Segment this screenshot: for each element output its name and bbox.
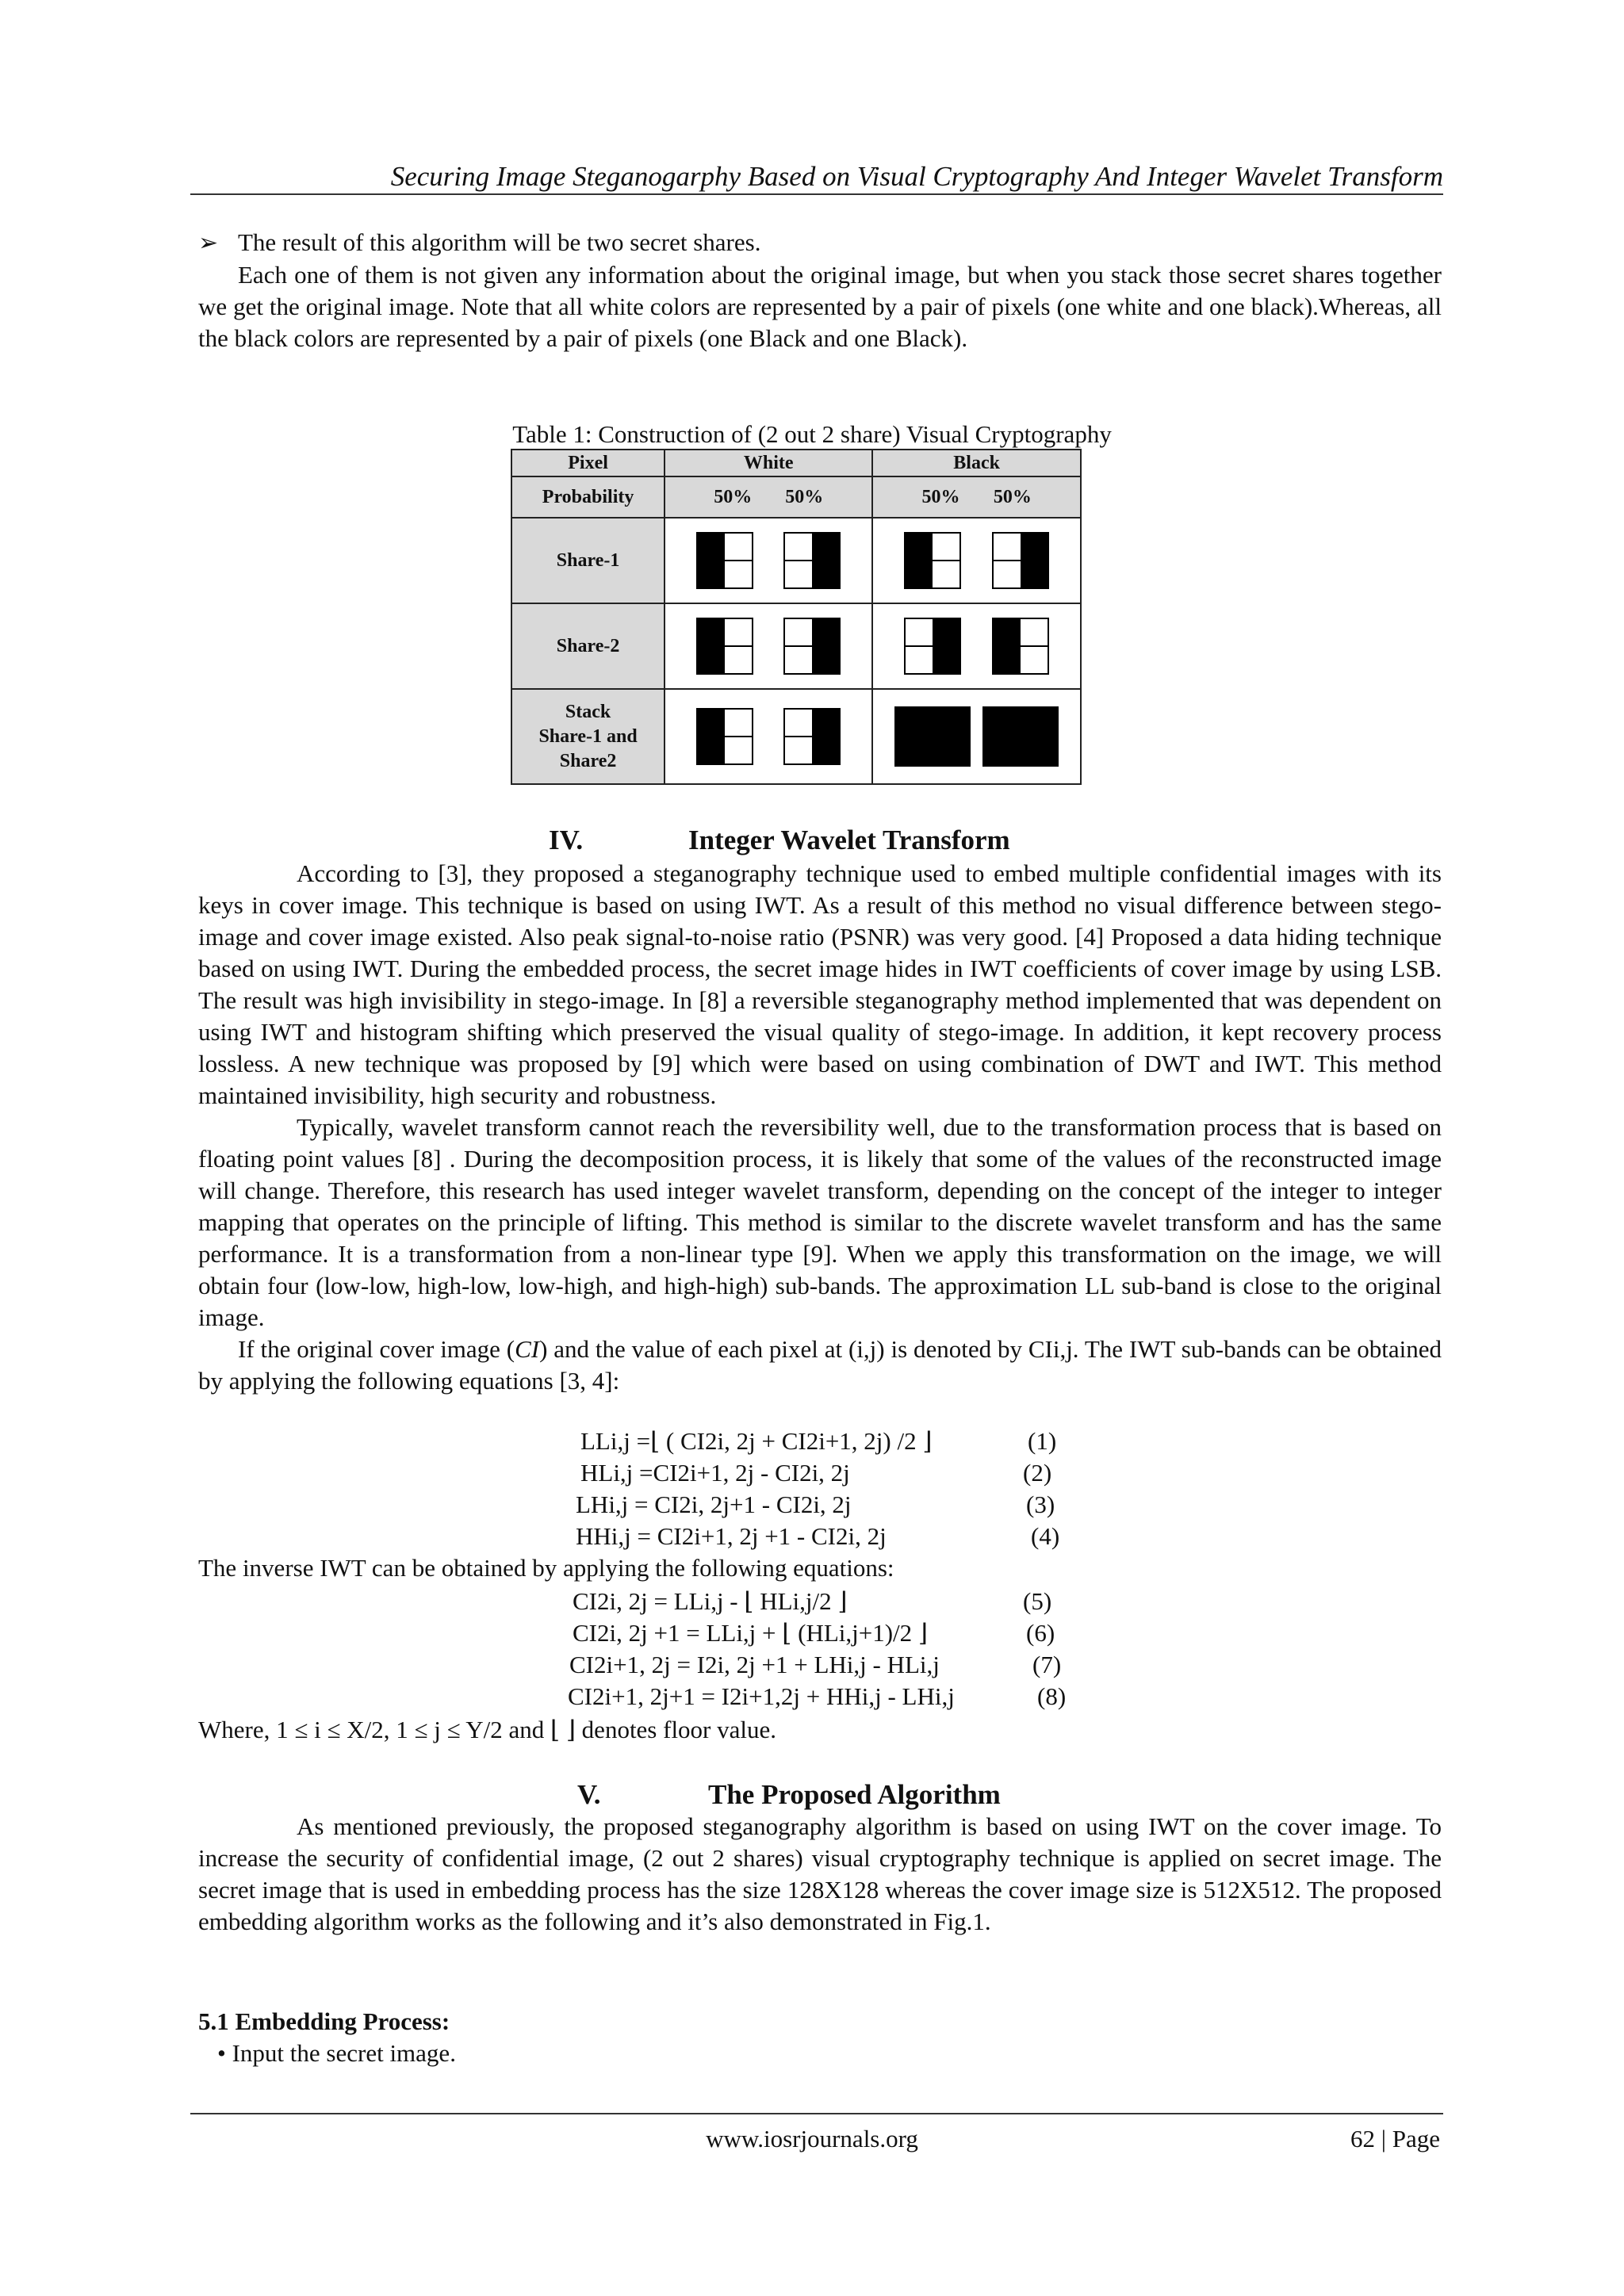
share-pattern-left-black bbox=[696, 618, 753, 675]
share-pattern-left-black bbox=[992, 618, 1049, 675]
solid-black-pattern bbox=[894, 706, 971, 767]
stack-black-patterns bbox=[872, 689, 1081, 784]
dot-bullet-icon: • bbox=[217, 2039, 226, 2067]
share2-white-patterns bbox=[665, 603, 872, 689]
list-item-text: Input the secret image. bbox=[232, 2039, 456, 2067]
section5-body bbox=[198, 1811, 1442, 1938]
share1-white-patterns bbox=[665, 518, 872, 603]
share-pattern-left-black bbox=[696, 708, 753, 765]
intro-block bbox=[198, 227, 1442, 354]
share-pattern-left-black bbox=[904, 532, 961, 589]
stack-label-line: Share2 bbox=[559, 750, 617, 771]
text-run: ) and the value of each pixel at (i,j) is denoted by CIi,j. The IWT sub-bands can be obtained by applying the following equations [3, 4]: bbox=[198, 1335, 1442, 1395]
probability-label: Probability bbox=[511, 476, 665, 518]
header-pixel: Pixel bbox=[511, 450, 665, 476]
section-number: V. bbox=[577, 1779, 601, 1810]
section-number: IV. bbox=[549, 825, 584, 855]
inverse-intro: The inverse IWT can be obtained by applying the following equations: bbox=[198, 1554, 894, 1582]
white-probabilities bbox=[665, 476, 872, 518]
equation-number: (8) bbox=[1037, 1682, 1067, 1710]
equation-number: (5) bbox=[1023, 1587, 1052, 1615]
equation: CI2i+1, 2j = I2i, 2j +1 + LHi,j - HLi,j bbox=[569, 1651, 940, 1678]
equation-number: (4) bbox=[1031, 1522, 1060, 1550]
header-black: Black bbox=[872, 450, 1081, 476]
equation-number: (7) bbox=[1032, 1651, 1062, 1678]
subsection-heading: 5.1 Embedding Process: bbox=[198, 2007, 450, 2035]
share-pattern-left-black bbox=[696, 532, 753, 589]
body-paragraph: As mentioned previously, the proposed steganography algorithm is based on using IWT on the cover image. To increase the security of confidential image, (2 out 2 shares) visual cryptography technique is applied on secret image. The secret image that is used in embedding process has the size 128X128 whereas the cover image size is 512X512. The proposed embedding algorithm works as the following and it’s also demonstrated in Fig.1. bbox=[198, 1812, 1442, 1935]
probability-value: 50% bbox=[785, 486, 824, 507]
probability-value: 50% bbox=[714, 486, 753, 507]
italic-text: CI bbox=[515, 1335, 540, 1363]
solid-black-pattern bbox=[982, 706, 1059, 767]
equation: HHi,j = CI2i+1, 2j +1 - CI2i, 2j bbox=[576, 1522, 887, 1550]
list-item bbox=[217, 2038, 456, 2069]
equation: CI2i, 2j = LLi,j - ⌊ HLi,j/2 ⌋ bbox=[573, 1587, 848, 1615]
body-paragraph: Typically, wavelet transform cannot reach the reversibility well, due to the transformation process that is based on floating point values [8] . During the decomposition process, it is likely that some of the values of the reconstructed image will change. Therefore, this research has used integer wavelet transform, depending on the concept of the integer to integer mapping that operates on the principle of lifting. This method is similar to the discrete wavelet transform and has the same performance. It is a transformation from a non-linear type [9]. When we apply this transformation on the image, we will obtain four (low-low, high-low, low-high, and high-high) sub-bands. The approximation LL sub-band is close to the original image. bbox=[198, 1113, 1442, 1331]
section-title: Integer Wavelet Transform bbox=[688, 825, 1010, 855]
stack-label bbox=[511, 689, 665, 784]
section-title: The Proposed Algorithm bbox=[708, 1779, 1001, 1810]
arrow-bullet-icon: ➢ bbox=[198, 230, 219, 256]
table-caption: Table 1: Construction of (2 out 2 share) Visual Cryptography bbox=[512, 420, 1112, 448]
equation-number: (1) bbox=[1028, 1427, 1057, 1455]
visual-cryptography-table bbox=[511, 449, 1082, 785]
equation-number: (6) bbox=[1026, 1619, 1055, 1647]
share2-black-patterns bbox=[872, 603, 1081, 689]
equation-number: (3) bbox=[1026, 1490, 1055, 1518]
intro-bullet-text: The result of this algorithm will be two secret shares. bbox=[238, 228, 761, 256]
probability-value: 50% bbox=[921, 486, 960, 507]
equation: HLi,j =CI2i+1, 2j - CI2i, 2j bbox=[580, 1459, 850, 1487]
share1-label: Share-1 bbox=[511, 518, 665, 603]
footer-url: www.iosrjournals.org bbox=[706, 2125, 918, 2152]
stack-label-line: Share-1 and bbox=[538, 725, 638, 747]
equation: CI2i+1, 2j+1 = I2i+1,2j + HHi,j - LHi,j bbox=[568, 1682, 955, 1710]
share-pattern-right-black bbox=[904, 618, 961, 675]
share2-label: Share-2 bbox=[511, 603, 665, 689]
intro-bullet bbox=[198, 227, 1442, 259]
footer-rule bbox=[190, 2113, 1443, 2114]
section4-body bbox=[198, 858, 1442, 1397]
header-rule bbox=[190, 193, 1443, 195]
text-run: If the original cover image ( bbox=[238, 1335, 515, 1363]
body-paragraph: According to [3], they proposed a steganography technique used to embed multiple confidential images with its keys in cover image. This technique is based on using IWT. As a result of this method no visual difference between stego-image and cover image existed. Also peak signal-to-noise ratio (PSNR) was very good. [4] Proposed a data hiding technique based on using IWT. During the embedded process, the secret image hides in IWT coefficients of cover image by using LSB. The result was high invisibility in stego-image. In [8] a reversible steganography method implemented that was dependent on using IWT and histogram shifting which preserved the visual quality of stego-image. In addition, it kept recovery process lossless. A new technique was proposed by [9] which were based on using combination of DWT and IWT. This method maintained invisibility, high security and robustness. bbox=[198, 859, 1442, 1109]
intro-paragraph: Each one of them is not given any information about the original image, but when you stack those secret shares together we get the original image. Note that all white colors are represented by a pair of pixels (one white and one black).Whereas, all the black colors are represented by a pair of pixels (one Black and one Black). bbox=[198, 261, 1442, 352]
share-pattern-right-black bbox=[992, 532, 1049, 589]
header-white: White bbox=[665, 450, 872, 476]
share-pattern-right-black bbox=[783, 618, 841, 675]
equation: LLi,j =⌊ ( CI2i, 2j + CI2i+1, 2j) /2 ⌋ bbox=[580, 1427, 933, 1455]
share1-black-patterns bbox=[872, 518, 1081, 603]
share-pattern-right-black bbox=[783, 532, 841, 589]
share-pattern-right-black bbox=[783, 708, 841, 765]
page-number: 62 | Page bbox=[1350, 2125, 1440, 2152]
where-note: Where, 1 ≤ i ≤ X/2, 1 ≤ j ≤ Y/2 and ⌊ ⌋ denotes floor value. bbox=[198, 1716, 777, 1743]
equation-number: (2) bbox=[1023, 1459, 1052, 1487]
probability-value: 50% bbox=[993, 486, 1032, 507]
equation: CI2i, 2j +1 = LLi,j + ⌊ (HLi,j+1)/2 ⌋ bbox=[573, 1619, 929, 1647]
running-title: Securing Image Steganogarphy Based on Visual Cryptography And Integer Wavelet Transform bbox=[390, 161, 1443, 192]
equation: LHi,j = CI2i, 2j+1 - CI2i, 2j bbox=[576, 1490, 852, 1518]
body-paragraph bbox=[198, 1334, 1442, 1397]
black-probabilities bbox=[872, 476, 1081, 518]
stack-label-line: Stack bbox=[565, 701, 611, 722]
stack-white-patterns bbox=[665, 689, 872, 784]
